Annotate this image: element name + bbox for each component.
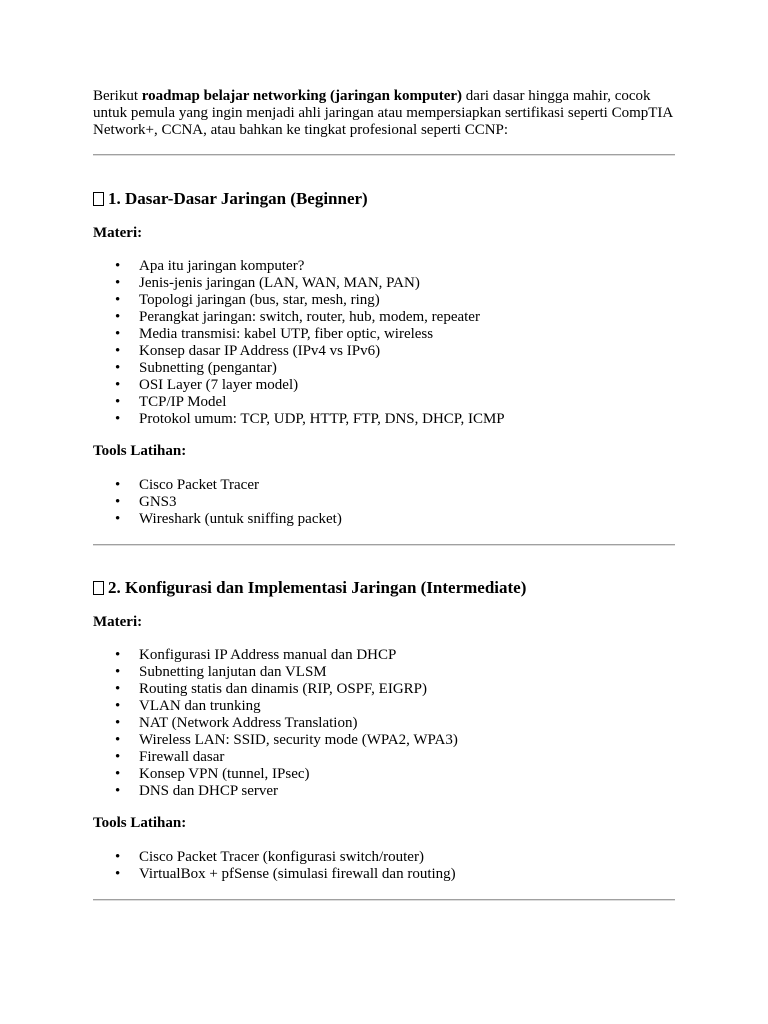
tools-label: Tools Latihan: xyxy=(93,815,187,831)
intro-paragraph xyxy=(93,88,683,139)
list-item: • Protokol umum: TCP, UDP, HTTP, FTP, DNS, DHCP, ICMP xyxy=(139,411,505,428)
tools-label: Tools Latihan: xyxy=(93,443,187,459)
list-item: • Routing statis dan dinamis (RIP, OSPF, EIGRP) xyxy=(139,681,458,698)
section-intermediate xyxy=(93,578,693,888)
separator xyxy=(93,899,675,901)
list-item: • Konsep dasar IP Address (IPv4 vs IPv6) xyxy=(139,343,505,360)
list-item: • Wireless LAN: SSID, security mode (WPA2, WPA3) xyxy=(139,732,458,749)
list-item: • VLAN dan trunking xyxy=(139,698,458,715)
list-item: • Konfigurasi IP Address manual dan DHCP xyxy=(139,647,458,664)
list-item: • Topologi jaringan (bus, star, mesh, ring) xyxy=(139,292,505,309)
list-item: • Firewall dasar xyxy=(139,749,458,766)
list-item: • Cisco Packet Tracer xyxy=(139,477,342,494)
missing-glyph-icon xyxy=(93,581,104,595)
list-item: • Wireshark (untuk sniffing packet) xyxy=(139,511,342,528)
list-item: • Jenis-jenis jaringan (LAN, WAN, MAN, PAN) xyxy=(139,275,505,292)
missing-glyph-icon xyxy=(93,192,104,206)
section-title-text: 1. Dasar-Dasar Jaringan (Beginner) xyxy=(108,189,368,208)
section-title xyxy=(93,578,693,598)
list-item: • TCP/IP Model xyxy=(139,394,505,411)
section-beginner xyxy=(93,189,693,534)
separator xyxy=(93,544,675,546)
list-item: • Apa itu jaringan komputer? xyxy=(139,258,505,275)
list-item: • NAT (Network Address Translation) xyxy=(139,715,458,732)
separator xyxy=(93,154,675,156)
list-item: • Subnetting lanjutan dan VLSM xyxy=(139,664,458,681)
list-item: • Subnetting (pengantar) xyxy=(139,360,505,377)
materi-label: Materi: xyxy=(93,225,143,241)
intro-lead: Berikut xyxy=(93,88,142,104)
list-item: • Perangkat jaringan: switch, router, hub, modem, repeater xyxy=(139,309,505,326)
intro-bold-phrase: roadmap belajar networking (jaringan komputer) xyxy=(141,88,463,104)
list-item: • Media transmisi: kabel UTP, fiber optic, wireless xyxy=(139,326,505,343)
list-item: • VirtualBox + pfSense (simulasi firewall dan routing) xyxy=(139,866,456,883)
tools-list xyxy=(93,849,456,883)
list-item: • GNS3 xyxy=(139,494,342,511)
list-item: • Konsep VPN (tunnel, IPsec) xyxy=(139,766,458,783)
materi-list xyxy=(93,647,458,800)
section-title xyxy=(93,189,693,209)
materi-label: Materi: xyxy=(93,614,143,630)
list-item: • OSI Layer (7 layer model) xyxy=(139,377,505,394)
materi-list xyxy=(93,258,505,428)
tools-list xyxy=(93,477,342,528)
intro-rest: dari dasar hingga mahir, cocok untuk pemula yang ingin menjadi ahli jaringan atau mempersiapkan sertifikasi seperti CompTIA Network+, CCNA, atau bahkan ke tingkat profesional seperti CCNP: xyxy=(93,88,673,138)
section-title-text: 2. Konfigurasi dan Implementasi Jaringan (Intermediate) xyxy=(108,578,527,597)
list-item: • Cisco Packet Tracer (konfigurasi switch/router) xyxy=(139,849,456,866)
list-item: • DNS dan DHCP server xyxy=(139,783,458,800)
